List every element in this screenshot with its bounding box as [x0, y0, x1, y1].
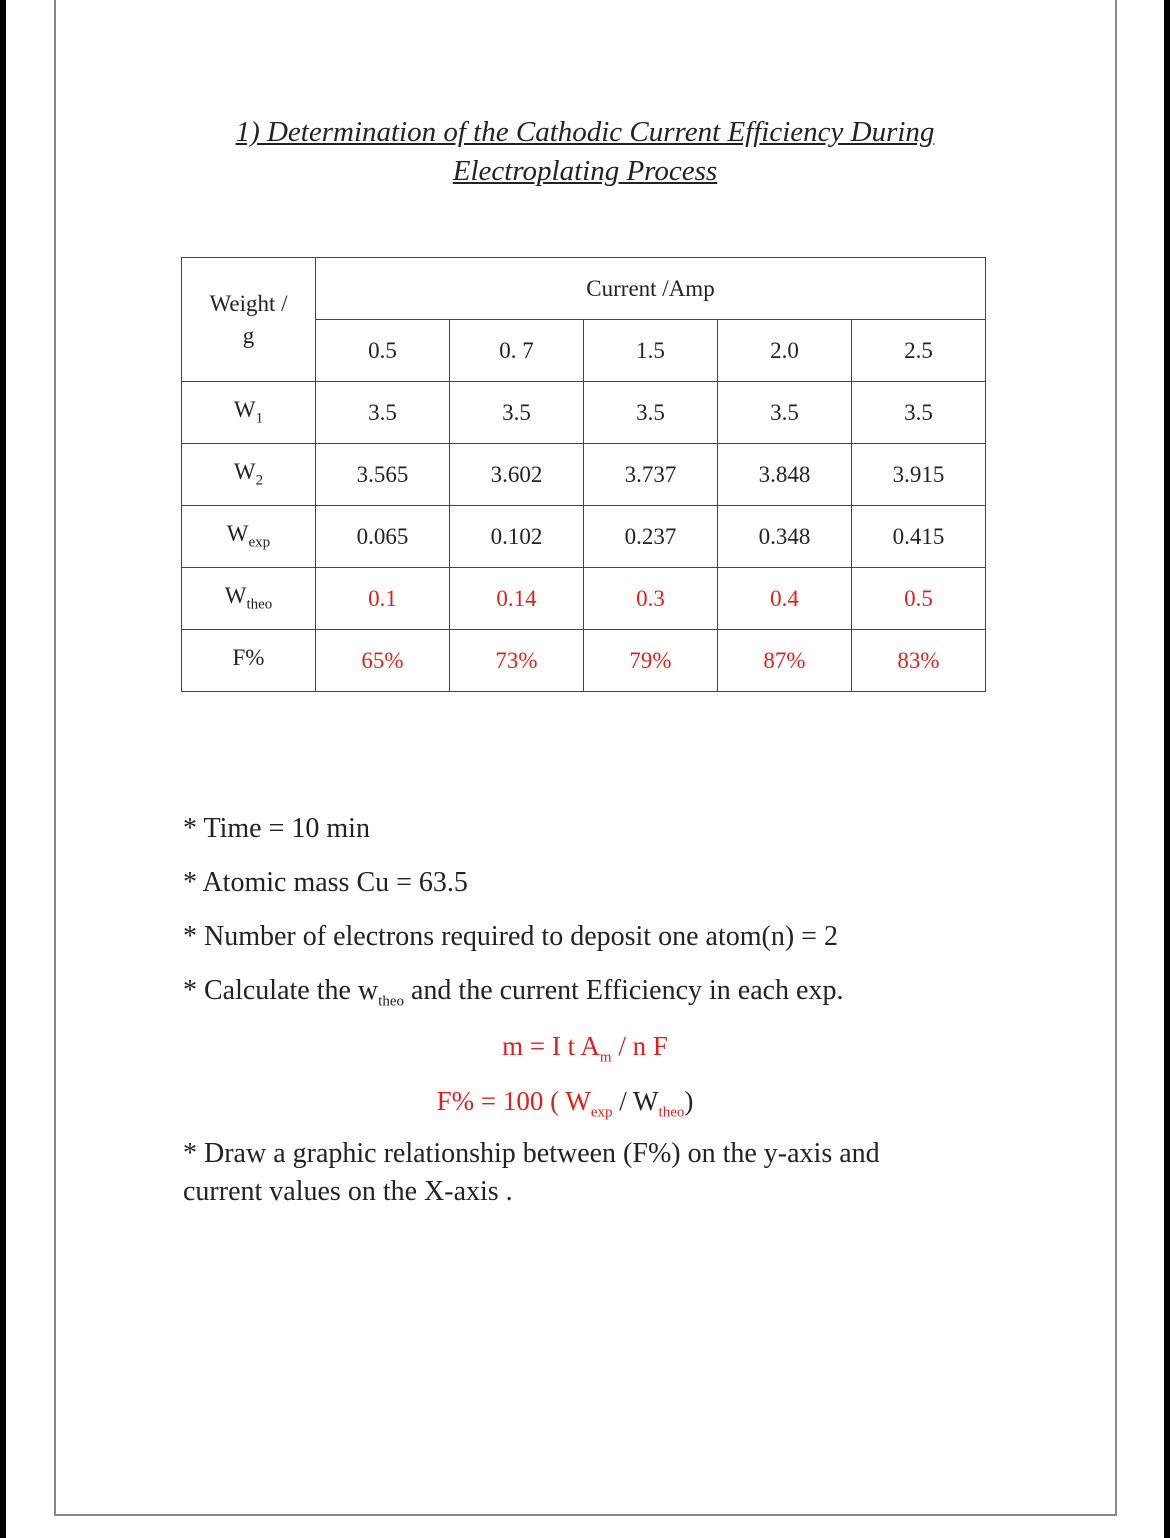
note-draw: * Draw a graphic relationship between (F%) on the y-axis and current values on the X-axis .	[183, 1138, 880, 1207]
table-cell: 87%	[718, 630, 852, 692]
note-time: * Time = 10 min	[183, 813, 370, 844]
table-cell: 3.737	[584, 444, 718, 506]
document-page	[54, 0, 1117, 1516]
note-electrons: * Number of electrons required to deposit one atom(n) = 2	[183, 921, 838, 952]
table-cell: 83%	[852, 630, 986, 692]
right-edge-bar	[1164, 0, 1170, 1538]
weight-header-line2: g	[242, 322, 255, 348]
current-value: 0. 7	[450, 320, 584, 382]
table-cell: 0.3	[584, 568, 718, 630]
table-cell: 65%	[316, 630, 450, 692]
table-cell: 79%	[584, 630, 718, 692]
table-cell: 3.5	[316, 382, 450, 444]
table-cell: 0.5	[852, 568, 986, 630]
table-cell: 3.5	[852, 382, 986, 444]
table-cell: 3.565	[316, 444, 450, 506]
note-atomic-mass: * Atomic mass Cu = 63.5	[183, 867, 468, 898]
weight-header-line1: Weight /	[209, 290, 288, 316]
table-cell: 0.102	[450, 506, 584, 568]
row-label-efficiency: F%	[182, 630, 316, 692]
current-value: 2.0	[718, 320, 852, 382]
note-calculate: * Calculate the $w_{theo}$ and the current Efficiency in each exp.	[183, 975, 844, 1010]
title-line-2: Electroplating Process	[452, 155, 718, 187]
table-cell: 0.237	[584, 506, 718, 568]
formula-mass: m = I t $A_m$ / n F	[502, 1031, 668, 1066]
table-cell: 0.065	[316, 506, 450, 568]
current-header: Current /Amp	[316, 258, 986, 320]
table-cell: 0.415	[852, 506, 986, 568]
weight-header	[182, 258, 316, 382]
table-cell: 3.915	[852, 444, 986, 506]
current-value: 1.5	[584, 320, 718, 382]
current-value: 0.5	[316, 320, 450, 382]
table-cell: 0.14	[450, 568, 584, 630]
title-line-1: 1) Determination of the Cathodic Current Efficiency During	[235, 116, 935, 148]
row-label-w1: $W_1$	[182, 382, 316, 444]
data-table	[181, 257, 986, 692]
formula-efficiency: F% = 100 ( $W_{exp} / W_{theo}$)	[436, 1086, 694, 1121]
row-label-w2: $W_2$	[182, 444, 316, 506]
table-cell: 3.5	[718, 382, 852, 444]
table-row-wexp	[182, 506, 986, 568]
table-cell: 3.602	[450, 444, 584, 506]
table-cell: 3.5	[584, 382, 718, 444]
table-row-wtheo	[182, 568, 986, 630]
table-cell: 3.848	[718, 444, 852, 506]
table-row-efficiency	[182, 630, 986, 692]
row-label-wtheo: $W_{theo}$	[182, 568, 316, 630]
table-cell: 0.1	[316, 568, 450, 630]
left-edge-bar	[0, 0, 6, 1538]
table-cell: 0.4	[718, 568, 852, 630]
table-cell: 73%	[450, 630, 584, 692]
table-row-w2	[182, 444, 986, 506]
row-label-wexp: $W_{exp}$	[182, 506, 316, 568]
table-cell: 3.5	[450, 382, 584, 444]
current-value: 2.5	[852, 320, 986, 382]
table-row-w1	[182, 382, 986, 444]
table-cell: 0.348	[718, 506, 852, 568]
